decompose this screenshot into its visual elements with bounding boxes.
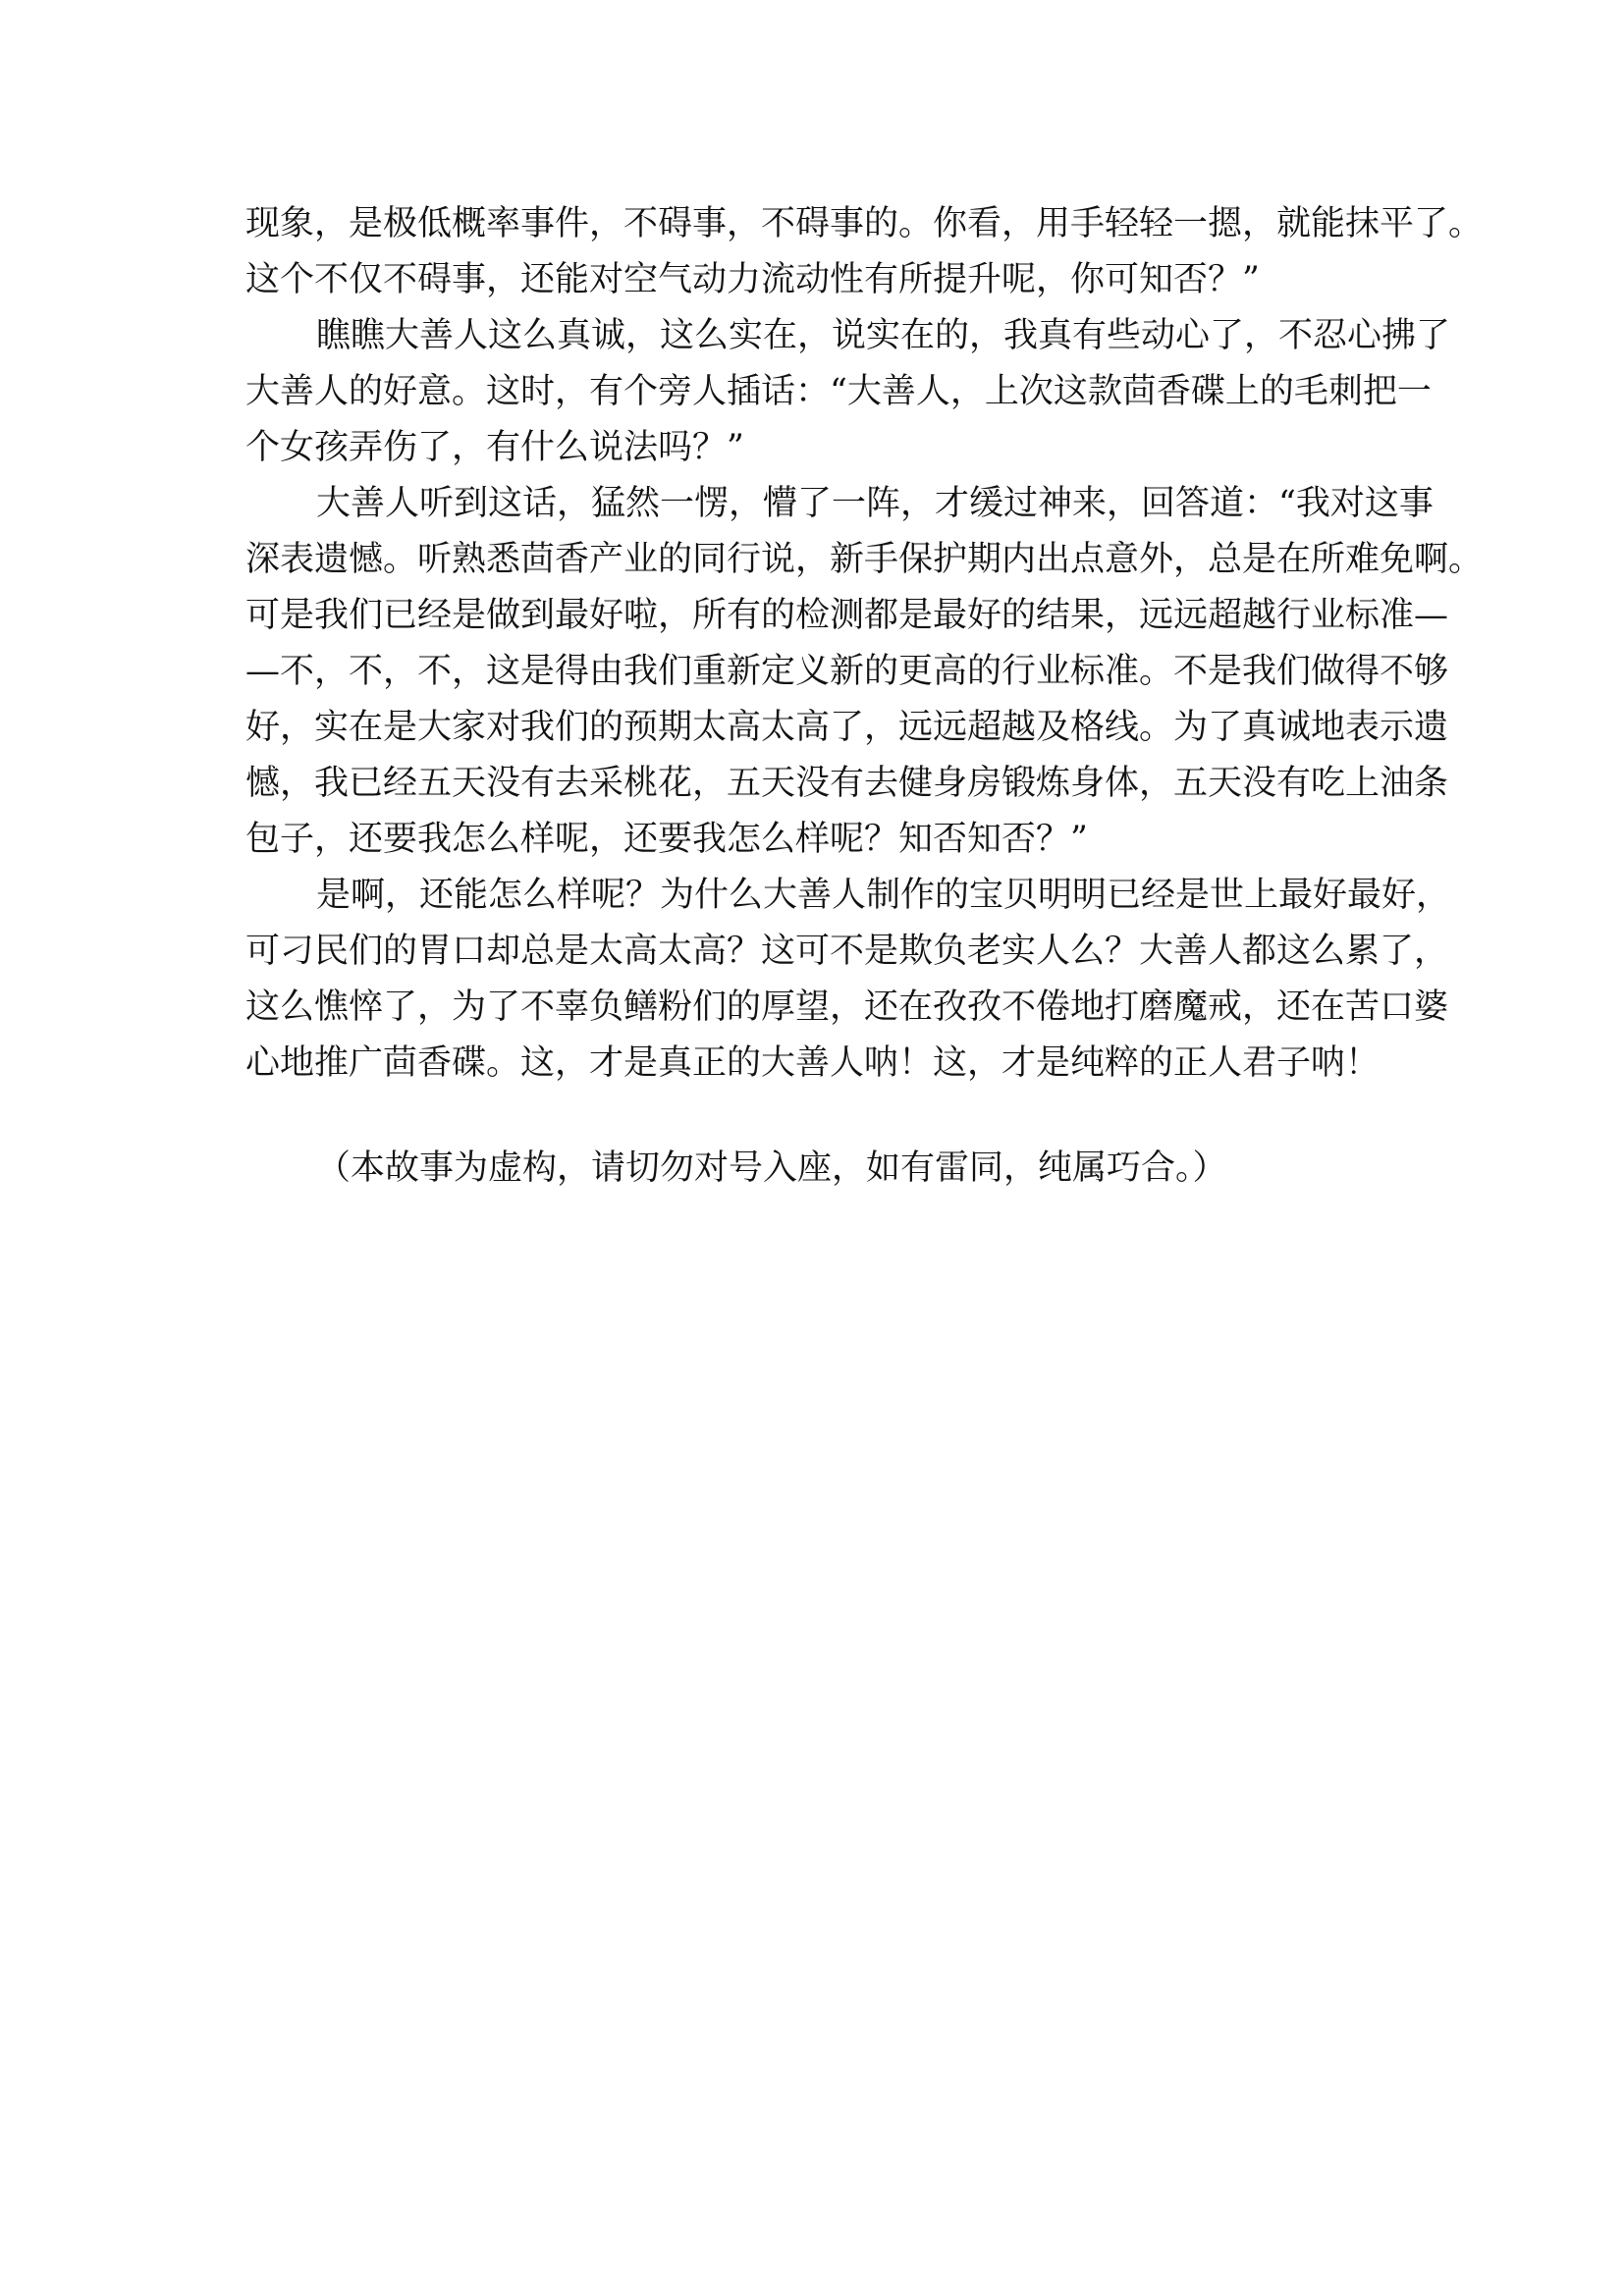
text-line: 是啊，还能怎么样呢？为什么大善人制作的宝贝明明已经是世上最好最好，	[316, 876, 1451, 915]
text-line: 可刁民们的胃口却总是太高太高？这可不是欺负老实人么？大善人都这么累了，	[245, 932, 1449, 971]
text-line: 个女孩弄伤了，有什么说法吗？”	[245, 428, 744, 467]
text-line: 瞧瞧大善人这么真诚，这么实在，说实在的，我真有些动心了，不忍心拂了	[316, 316, 1451, 355]
text-line: 憾，我已经五天没有去采桃花，五天没有去健身房锻炼身体，五天没有吃上油条	[245, 764, 1449, 803]
text-line: 好，实在是大家对我们的预期太高太高了，远远超越及格线。为了真诚地表示遗	[245, 708, 1449, 747]
text-line: 这个不仅不碍事，还能对空气动力流动性有所提升呢，你可知否？”	[245, 260, 1260, 299]
text-line: 现象，是极低概率事件，不碍事，不碍事的。你看，用手轻轻一摁，就能抹平了。	[245, 204, 1484, 243]
story-text	[245, 196, 1484, 1197]
disclaimer-note: （本故事为虚构，请切勿对号入座，如有雷同，纯属巧合。）	[316, 1148, 1227, 1188]
paragraph-gap	[245, 1092, 1384, 1141]
text-line: 包子，还要我怎么样呢，还要我怎么样呢？知否知否？”	[245, 820, 1088, 859]
text-line: 这么憔悴了，为了不辜负鳝粉们的厚望，还在孜孜不倦地打磨魔戒，还在苦口婆	[245, 988, 1449, 1027]
text-line: 心地推广茴香碟。这，才是真正的大善人呐！这，才是纯粹的正人君子呐！	[245, 1043, 1380, 1083]
text-line: 可是我们已经是做到最好啦，所有的检测都是最好的结果，远远超越行业标准—	[245, 596, 1449, 635]
text-line: 大善人听到这话，猛然一愣，懵了一阵，才缓过神来，回答道：“我对这事	[316, 484, 1434, 523]
text-line: 大善人的好意。这时，有个旁人插话：“大善人，上次这款茴香碟上的毛刺把一	[245, 372, 1432, 411]
text-line: 深表遗憾。听熟悉茴香产业的同行说，新手保护期内出点意外，总是在所难免啊。	[245, 540, 1484, 579]
text-line: —不，不，不，这是得由我们重新定义新的更高的行业标准。不是我们做得不够	[245, 652, 1449, 691]
